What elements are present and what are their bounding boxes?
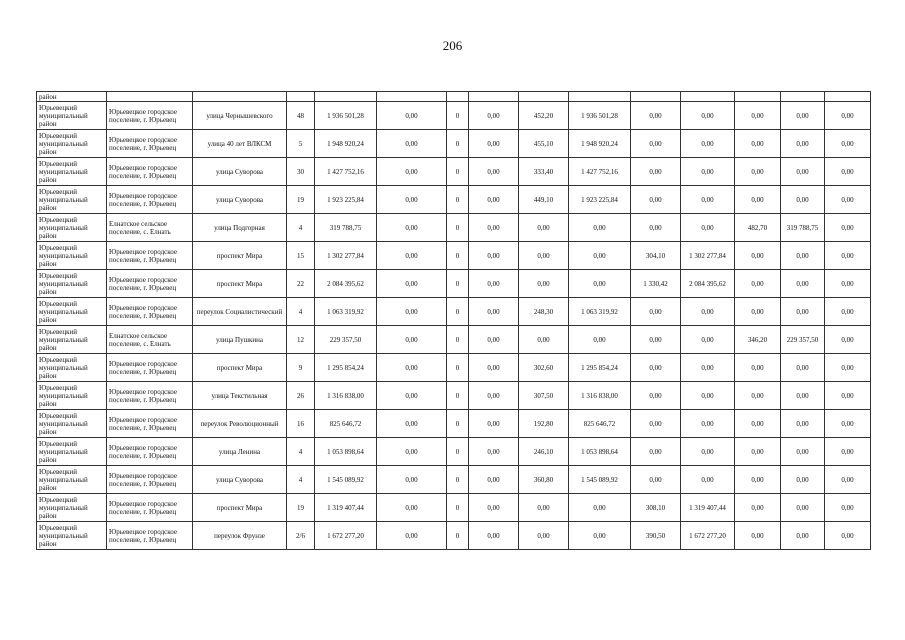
count-cell: 0 xyxy=(447,382,469,410)
count-cell: 0 xyxy=(447,298,469,326)
district-cell: Юрьевецкий муниципальный район xyxy=(37,494,107,522)
area-cell: 390,50 xyxy=(631,522,681,550)
area-cell: 248,30 xyxy=(519,298,569,326)
cost-cell: 825 646,72 xyxy=(569,410,631,438)
cost-cell: 0,00 xyxy=(469,494,519,522)
settlement-cell: Елнатское сельское поселение, с. Елнать xyxy=(107,326,193,354)
cost-cell: 0,00 xyxy=(781,298,825,326)
empty-cell xyxy=(569,92,631,102)
area-cell: 0,00 xyxy=(631,298,681,326)
continuation-cell: район xyxy=(37,92,107,102)
area-cell: 0,00 xyxy=(519,270,569,298)
street-cell: улица Ленина xyxy=(193,438,287,466)
table-row xyxy=(37,242,871,270)
district-cell: Юрьевецкий муниципальный район xyxy=(37,102,107,130)
cost-cell: 0,00 xyxy=(825,186,871,214)
settlement-cell: Юрьевецкое городское поселение, г. Юрьевец xyxy=(107,410,193,438)
cost-cell: 0,00 xyxy=(825,466,871,494)
street-cell: улица Подгорная xyxy=(193,214,287,242)
settlement-cell: Юрьевецкое городское поселение, г. Юрьевец xyxy=(107,158,193,186)
cost-cell: 0,00 xyxy=(825,438,871,466)
table-row xyxy=(37,214,871,242)
street-cell: улица Суворова xyxy=(193,186,287,214)
cost-cell: 1 319 407,44 xyxy=(681,494,735,522)
count-cell: 0 xyxy=(447,242,469,270)
cost-cell: 0,00 xyxy=(377,130,447,158)
table-row xyxy=(37,494,871,522)
street-cell: улица Суворова xyxy=(193,158,287,186)
cost-cell: 0,00 xyxy=(825,130,871,158)
cost-cell: 1 295 854,24 xyxy=(569,354,631,382)
area-cell: 452,20 xyxy=(519,102,569,130)
table-row xyxy=(37,410,871,438)
district-cell: Юрьевецкий муниципальный район xyxy=(37,130,107,158)
area-cell: 0,00 xyxy=(519,214,569,242)
cost-cell: 0,00 xyxy=(825,158,871,186)
empty-cell xyxy=(735,92,781,102)
cost-cell: 0,00 xyxy=(377,214,447,242)
cost-cell: 0,00 xyxy=(781,270,825,298)
cost-cell: 319 788,75 xyxy=(781,214,825,242)
street-cell: улица Пушкина xyxy=(193,326,287,354)
cost-cell: 229 357,50 xyxy=(781,326,825,354)
total-cost-cell: 1 063 319,92 xyxy=(315,298,377,326)
cost-cell: 0,00 xyxy=(569,326,631,354)
table-row xyxy=(37,382,871,410)
house-number-cell: 12 xyxy=(287,326,315,354)
house-number-cell: 2/6 xyxy=(287,522,315,550)
area-cell: 0,00 xyxy=(735,438,781,466)
district-cell: Юрьевецкий муниципальный район xyxy=(37,270,107,298)
area-cell: 482,70 xyxy=(735,214,781,242)
total-cost-cell: 1 302 277,84 xyxy=(315,242,377,270)
count-cell: 0 xyxy=(447,214,469,242)
cost-cell: 0,00 xyxy=(469,382,519,410)
cost-cell: 0,00 xyxy=(469,186,519,214)
empty-cell xyxy=(315,92,377,102)
district-cell: Юрьевецкий муниципальный район xyxy=(37,214,107,242)
area-cell: 0,00 xyxy=(519,494,569,522)
cost-cell: 0,00 xyxy=(469,158,519,186)
cost-cell: 0,00 xyxy=(825,382,871,410)
house-number-cell: 48 xyxy=(287,102,315,130)
cost-cell: 0,00 xyxy=(825,522,871,550)
area-cell: 0,00 xyxy=(735,298,781,326)
settlement-cell: Юрьевецкое городское поселение, г. Юрьевец xyxy=(107,242,193,270)
cost-cell: 0,00 xyxy=(681,158,735,186)
area-cell: 0,00 xyxy=(631,438,681,466)
empty-cell xyxy=(287,92,315,102)
count-cell: 0 xyxy=(447,438,469,466)
empty-cell xyxy=(107,92,193,102)
cost-cell: 0,00 xyxy=(377,522,447,550)
cost-cell: 0,00 xyxy=(681,214,735,242)
house-number-cell: 9 xyxy=(287,354,315,382)
street-cell: проспект Мира xyxy=(193,270,287,298)
house-number-cell: 19 xyxy=(287,186,315,214)
house-number-cell: 4 xyxy=(287,298,315,326)
cost-cell: 0,00 xyxy=(377,102,447,130)
area-cell: 0,00 xyxy=(735,494,781,522)
area-cell: 0,00 xyxy=(735,522,781,550)
cost-cell: 0,00 xyxy=(569,494,631,522)
cost-cell: 0,00 xyxy=(681,382,735,410)
area-cell: 0,00 xyxy=(735,186,781,214)
cost-cell: 0,00 xyxy=(469,298,519,326)
cost-cell: 1 063 319,92 xyxy=(569,298,631,326)
cost-cell: 0,00 xyxy=(681,130,735,158)
street-cell: улица Суворова xyxy=(193,466,287,494)
cost-cell: 0,00 xyxy=(469,242,519,270)
cost-cell: 0,00 xyxy=(377,270,447,298)
cost-cell: 0,00 xyxy=(377,326,447,354)
table-row xyxy=(37,102,871,130)
district-cell: Юрьевецкий муниципальный район xyxy=(37,466,107,494)
area-cell: 0,00 xyxy=(631,410,681,438)
table-row xyxy=(37,466,871,494)
cost-cell: 0,00 xyxy=(681,466,735,494)
district-cell: Юрьевецкий муниципальный район xyxy=(37,354,107,382)
street-cell: переулок Фрунзе xyxy=(193,522,287,550)
count-cell: 0 xyxy=(447,102,469,130)
area-cell: 0,00 xyxy=(735,466,781,494)
street-cell: улица Текстильная xyxy=(193,382,287,410)
street-cell: переулок Социалистический xyxy=(193,298,287,326)
empty-cell xyxy=(193,92,287,102)
district-cell: Юрьевецкий муниципальный район xyxy=(37,410,107,438)
total-cost-cell: 1 295 854,24 xyxy=(315,354,377,382)
table-row xyxy=(37,438,871,466)
table-row xyxy=(37,158,871,186)
house-number-cell: 15 xyxy=(287,242,315,270)
district-cell: Юрьевецкий муниципальный район xyxy=(37,382,107,410)
cost-cell: 1 545 089,92 xyxy=(569,466,631,494)
area-cell: 0,00 xyxy=(735,130,781,158)
cost-cell: 0,00 xyxy=(377,438,447,466)
area-cell: 0,00 xyxy=(735,382,781,410)
cost-cell: 0,00 xyxy=(569,242,631,270)
table-row xyxy=(37,298,871,326)
cost-cell: 0,00 xyxy=(681,326,735,354)
table-row xyxy=(37,270,871,298)
cost-cell: 0,00 xyxy=(825,214,871,242)
table-row xyxy=(37,354,871,382)
count-cell: 0 xyxy=(447,326,469,354)
cost-cell: 0,00 xyxy=(469,438,519,466)
area-cell: 0,00 xyxy=(631,186,681,214)
empty-cell xyxy=(631,92,681,102)
table-row xyxy=(37,522,871,550)
district-cell: Юрьевецкий муниципальный район xyxy=(37,158,107,186)
house-number-cell: 4 xyxy=(287,214,315,242)
total-cost-cell: 1 319 407,44 xyxy=(315,494,377,522)
area-cell: 1 330,42 xyxy=(631,270,681,298)
house-number-cell: 4 xyxy=(287,438,315,466)
area-cell: 333,40 xyxy=(519,158,569,186)
table-row xyxy=(37,130,871,158)
cost-cell: 1 948 920,24 xyxy=(569,130,631,158)
table-row xyxy=(37,186,871,214)
district-cell: Юрьевецкий муниципальный район xyxy=(37,186,107,214)
empty-cell xyxy=(469,92,519,102)
empty-cell xyxy=(377,92,447,102)
district-cell: Юрьевецкий муниципальный район xyxy=(37,438,107,466)
street-cell: улица Чернышевского xyxy=(193,102,287,130)
cost-cell: 0,00 xyxy=(569,522,631,550)
cost-cell: 1 672 277,20 xyxy=(681,522,735,550)
area-cell: 0,00 xyxy=(735,242,781,270)
area-cell: 0,00 xyxy=(735,410,781,438)
street-cell: переулок Революционный xyxy=(193,410,287,438)
cost-cell: 0,00 xyxy=(377,158,447,186)
area-cell: 0,00 xyxy=(631,382,681,410)
cost-cell: 0,00 xyxy=(469,410,519,438)
cost-cell: 0,00 xyxy=(781,466,825,494)
house-number-cell: 16 xyxy=(287,410,315,438)
cost-cell: 0,00 xyxy=(469,102,519,130)
empty-cell xyxy=(781,92,825,102)
settlement-cell: Елнатское сельское поселение, с. Елнать xyxy=(107,214,193,242)
settlement-cell: Юрьевецкое городское поселение, г. Юрьевец xyxy=(107,494,193,522)
settlement-cell: Юрьевецкое городское поселение, г. Юрьевец xyxy=(107,102,193,130)
cost-cell: 0,00 xyxy=(377,466,447,494)
area-cell: 302,60 xyxy=(519,354,569,382)
cost-cell: 1 316 838,00 xyxy=(569,382,631,410)
count-cell: 0 xyxy=(447,522,469,550)
cost-cell: 0,00 xyxy=(469,522,519,550)
cost-cell: 1 427 752,16 xyxy=(569,158,631,186)
cost-cell: 0,00 xyxy=(377,354,447,382)
total-cost-cell: 1 427 752,16 xyxy=(315,158,377,186)
settlement-cell: Юрьевецкое городское поселение, г. Юрьевец xyxy=(107,270,193,298)
count-cell: 0 xyxy=(447,130,469,158)
cost-cell: 0,00 xyxy=(681,438,735,466)
area-cell: 307,50 xyxy=(519,382,569,410)
cost-cell: 0,00 xyxy=(469,354,519,382)
cost-cell: 0,00 xyxy=(469,270,519,298)
area-cell: 455,10 xyxy=(519,130,569,158)
cost-cell: 1 053 898,64 xyxy=(569,438,631,466)
settlement-cell: Юрьевецкое городское поселение, г. Юрьевец xyxy=(107,382,193,410)
cost-cell: 0,00 xyxy=(825,102,871,130)
total-cost-cell: 1 053 898,64 xyxy=(315,438,377,466)
area-cell: 0,00 xyxy=(519,326,569,354)
cost-cell: 0,00 xyxy=(781,438,825,466)
area-cell: 304,10 xyxy=(631,242,681,270)
cost-cell: 0,00 xyxy=(825,494,871,522)
empty-cell xyxy=(825,92,871,102)
settlement-cell: Юрьевецкое городское поселение, г. Юрьевец xyxy=(107,438,193,466)
cost-cell: 0,00 xyxy=(781,158,825,186)
house-number-cell: 22 xyxy=(287,270,315,298)
table-body xyxy=(37,92,871,550)
count-cell: 0 xyxy=(447,466,469,494)
settlement-cell: Юрьевецкое городское поселение, г. Юрьевец xyxy=(107,466,193,494)
area-cell: 0,00 xyxy=(631,102,681,130)
area-cell: 308,10 xyxy=(631,494,681,522)
cost-cell: 0,00 xyxy=(469,214,519,242)
cost-cell: 0,00 xyxy=(781,354,825,382)
cost-cell: 0,00 xyxy=(469,130,519,158)
cost-cell: 0,00 xyxy=(681,354,735,382)
total-cost-cell: 1 923 225,84 xyxy=(315,186,377,214)
house-number-cell: 26 xyxy=(287,382,315,410)
cost-cell: 0,00 xyxy=(825,326,871,354)
cost-cell: 0,00 xyxy=(781,522,825,550)
cost-cell: 0,00 xyxy=(377,186,447,214)
table-row xyxy=(37,326,871,354)
cost-cell: 0,00 xyxy=(781,382,825,410)
cost-cell: 0,00 xyxy=(781,130,825,158)
cost-cell: 0,00 xyxy=(681,298,735,326)
area-cell: 0,00 xyxy=(631,158,681,186)
data-table xyxy=(36,91,871,550)
cost-cell: 1 936 501,28 xyxy=(569,102,631,130)
area-cell: 0,00 xyxy=(631,326,681,354)
district-cell: Юрьевецкий муниципальный район xyxy=(37,326,107,354)
total-cost-cell: 1 316 838,00 xyxy=(315,382,377,410)
count-cell: 0 xyxy=(447,158,469,186)
cost-cell: 0,00 xyxy=(377,242,447,270)
area-cell: 360,80 xyxy=(519,466,569,494)
cost-cell: 0,00 xyxy=(377,494,447,522)
area-cell: 0,00 xyxy=(735,354,781,382)
total-cost-cell: 1 545 089,92 xyxy=(315,466,377,494)
count-cell: 0 xyxy=(447,186,469,214)
total-cost-cell: 319 788,75 xyxy=(315,214,377,242)
area-cell: 0,00 xyxy=(519,522,569,550)
cost-cell: 0,00 xyxy=(825,242,871,270)
area-cell: 346,20 xyxy=(735,326,781,354)
empty-cell xyxy=(447,92,469,102)
total-cost-cell: 2 084 395,62 xyxy=(315,270,377,298)
area-cell: 0,00 xyxy=(631,354,681,382)
total-cost-cell: 1 936 501,28 xyxy=(315,102,377,130)
cost-cell: 0,00 xyxy=(469,466,519,494)
house-number-cell: 4 xyxy=(287,466,315,494)
area-cell: 0,00 xyxy=(735,270,781,298)
total-cost-cell: 1 672 277,20 xyxy=(315,522,377,550)
cost-cell: 0,00 xyxy=(781,242,825,270)
total-cost-cell: 1 948 920,24 xyxy=(315,130,377,158)
area-cell: 0,00 xyxy=(631,214,681,242)
district-cell: Юрьевецкий муниципальный район xyxy=(37,242,107,270)
area-cell: 246,10 xyxy=(519,438,569,466)
cost-cell: 0,00 xyxy=(469,326,519,354)
house-number-cell: 30 xyxy=(287,158,315,186)
cost-cell: 0,00 xyxy=(681,102,735,130)
settlement-cell: Юрьевецкое городское поселение, г. Юрьевец xyxy=(107,298,193,326)
settlement-cell: Юрьевецкое городское поселение, г. Юрьевец xyxy=(107,354,193,382)
house-number-cell: 19 xyxy=(287,494,315,522)
cost-cell: 0,00 xyxy=(681,186,735,214)
empty-cell xyxy=(519,92,569,102)
count-cell: 0 xyxy=(447,354,469,382)
cost-cell: 0,00 xyxy=(377,410,447,438)
street-cell: проспект Мира xyxy=(193,354,287,382)
count-cell: 0 xyxy=(447,410,469,438)
page-number: 206 xyxy=(442,38,463,53)
cost-cell: 2 084 395,62 xyxy=(681,270,735,298)
settlement-cell: Юрьевецкое городское поселение, г. Юрьевец xyxy=(107,186,193,214)
street-cell: проспект Мира xyxy=(193,494,287,522)
settlement-cell: Юрьевецкое городское поселение, г. Юрьевец xyxy=(107,522,193,550)
total-cost-cell: 825 646,72 xyxy=(315,410,377,438)
cost-cell: 0,00 xyxy=(377,298,447,326)
cost-cell: 0,00 xyxy=(569,270,631,298)
area-cell: 0,00 xyxy=(735,102,781,130)
cost-cell: 0,00 xyxy=(377,382,447,410)
cost-cell: 0,00 xyxy=(781,494,825,522)
area-cell: 0,00 xyxy=(519,242,569,270)
area-cell: 0,00 xyxy=(735,158,781,186)
house-number-cell: 5 xyxy=(287,130,315,158)
district-cell: Юрьевецкий муниципальный район xyxy=(37,298,107,326)
cost-cell: 1 302 277,84 xyxy=(681,242,735,270)
cost-cell: 0,00 xyxy=(781,410,825,438)
cost-cell: 1 923 225,84 xyxy=(569,186,631,214)
continuation-row xyxy=(37,92,871,102)
cost-cell: 0,00 xyxy=(825,410,871,438)
street-cell: улица 40 лет ВЛКСМ xyxy=(193,130,287,158)
area-cell: 449,10 xyxy=(519,186,569,214)
cost-cell: 0,00 xyxy=(569,214,631,242)
cost-cell: 0,00 xyxy=(825,270,871,298)
cost-cell: 0,00 xyxy=(825,354,871,382)
area-cell: 0,00 xyxy=(631,466,681,494)
count-cell: 0 xyxy=(447,494,469,522)
street-cell: проспект Мира xyxy=(193,242,287,270)
total-cost-cell: 229 357,50 xyxy=(315,326,377,354)
empty-cell xyxy=(681,92,735,102)
count-cell: 0 xyxy=(447,270,469,298)
cost-cell: 0,00 xyxy=(825,298,871,326)
cost-cell: 0,00 xyxy=(781,186,825,214)
area-cell: 0,00 xyxy=(631,130,681,158)
settlement-cell: Юрьевецкое городское поселение, г. Юрьевец xyxy=(107,130,193,158)
district-cell: Юрьевецкий муниципальный район xyxy=(37,522,107,550)
area-cell: 192,80 xyxy=(519,410,569,438)
cost-cell: 0,00 xyxy=(781,102,825,130)
cost-cell: 0,00 xyxy=(681,410,735,438)
